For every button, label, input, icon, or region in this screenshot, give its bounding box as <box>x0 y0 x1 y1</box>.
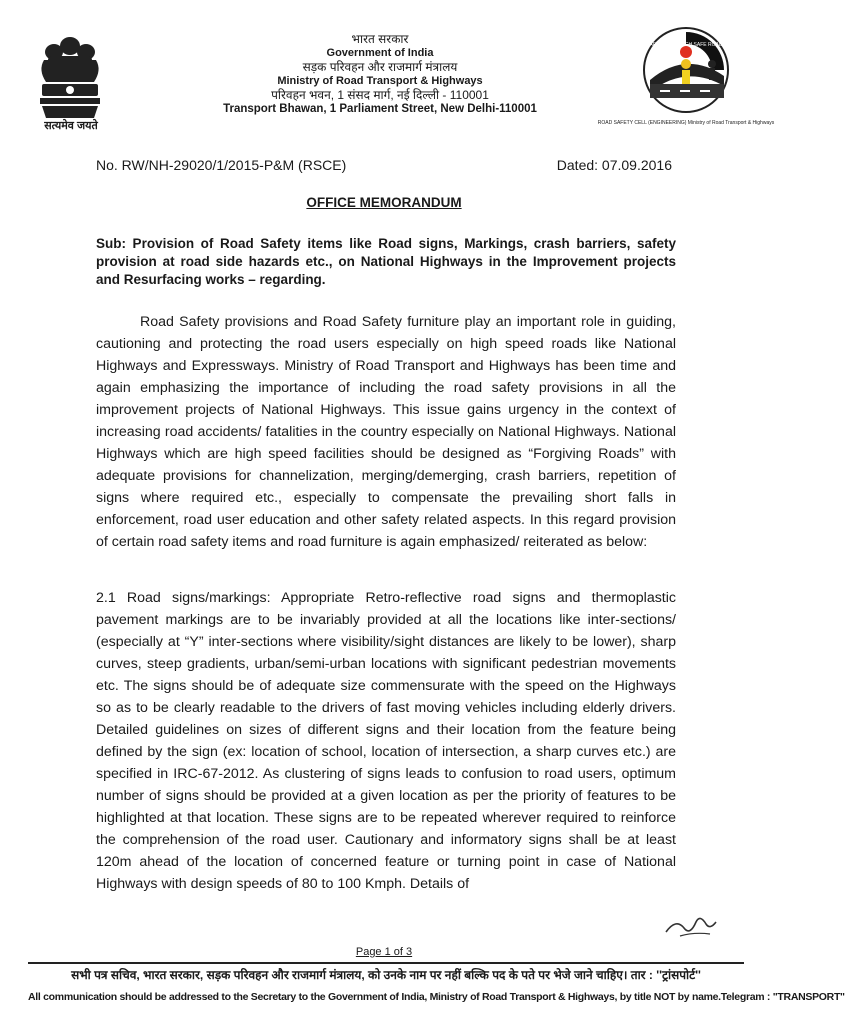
logo-text: SAFETY THROUGH SAFE ROADS <box>646 42 726 48</box>
reference-date: Dated: 07.09.2016 <box>556 157 672 173</box>
header-government: Government of India <box>326 47 434 59</box>
signature-initials-icon <box>660 910 720 940</box>
header-ministry: Ministry of Road Transport & Highways <box>277 75 483 87</box>
footer-divider <box>28 962 744 964</box>
header-line-hindi-2: सड़क परिवहन और राजमार्ग मंत्रालय <box>302 60 458 74</box>
footer-english: All communication should be addressed to the Secretary to the Government of India, Ministry of Road Transport & Highways, by title NOT by name.Telegram : "TRANSPORT" <box>28 991 845 1003</box>
road-safety-logo-icon <box>597 24 775 136</box>
paragraph-1: Road Safety provisions and Road Safety furniture play an important role in guiding, cautioning and protecting the road users especially on high speed roads like National Highways and Expressways. Ministry of Road Transport and Highways has been time and again emphasizing the importance of including the road safety provisions in all the improvement projects of National Highways. This issue gains urgency in the context of increasing road accidents/ fatalities in the country especially on National Highways. National Highways which are high speed facilities should be designed as “Forgiving Roads” with adequate provisions for channelization, merging/demerging, crash barriers, repetition of signs where required etc., especially to compensate the prevailing short falls in enforcement, road user education and other safety related aspects. In this regard provision of certain road safety items and road furniture is again emphasized/ reiterated as below: <box>96 314 676 550</box>
subject: Sub: Provision of Road Safety items like Road signs, Markings, crash barriers, safety provision at road side hazards etc., on National Highways in the Improvement projects and Resurfacing works – regarding. <box>96 236 676 287</box>
footer-hindi: सभी पत्र सचिव, भारत सरकार, सड़क परिवहन और राजमार्ग मंत्रालय, को उनके नाम पर नहीं बल्कि पद के पते पर भेजे जाने चाहिए। तार : ''ट्रांसपोर्ट'' <box>71 968 701 982</box>
header-line-hindi-3: परिवहन भवन, 1 संसद मार्ग, नई दिल्ली - 110001 <box>271 88 489 102</box>
page-number: Page 1 of 3 <box>355 946 413 958</box>
header-line-hindi-1: भारत सरकार <box>351 32 409 46</box>
logo-caption: ROAD SAFETY CELL (ENGINEERING) Ministry of Road Transport & Highways <box>597 120 775 126</box>
letterhead <box>180 32 580 116</box>
memo-title: OFFICE MEMORANDUM <box>306 195 462 210</box>
emblem-caption: सत्यमेव जयते <box>44 120 98 132</box>
reference-number: No. RW/NH-29020/1/2015-P&M (RSCE) <box>96 157 347 173</box>
paragraph-2-road-signs: 2.1 Road signs/markings: Appropriate Retro-reflective road signs and thermoplastic pavement markings are to be invariably provided at all the locations like inter-sections/ (especially at “Y” inter-sections where visibility/sight distances are likely to be lower), sharp curves, steep gradients, urban/semi-urban locations with significant pedestrian movements etc. The signs should be of adequate size commensurate with the speed on the Highways so as to be clearly readable to the drivers of fast moving vehicles including elderly drivers. Detailed guidelines on sizes of different signs and their location from the feature being defined by the sign (ex: location of school, location of intersection, a sharp curves etc.) are specified in IRC-67-2012. As clustering of signs leads to confusion to road users, optimum number of signs should be provided at a given location as per the priority of features to be highlighted at that location. These signs are to be repeated wherever required to reinforce the comprehension of the road user. Cautionary and informatory signs shall be at least 120m ahead of the location of concerned feature or turning point in case of National Highways with design speeds of 80 to 100 Kmph. Details of <box>96 590 676 892</box>
header-address: Transport Bhawan, 1 Parliament Street, New Delhi-110001 <box>223 103 537 115</box>
